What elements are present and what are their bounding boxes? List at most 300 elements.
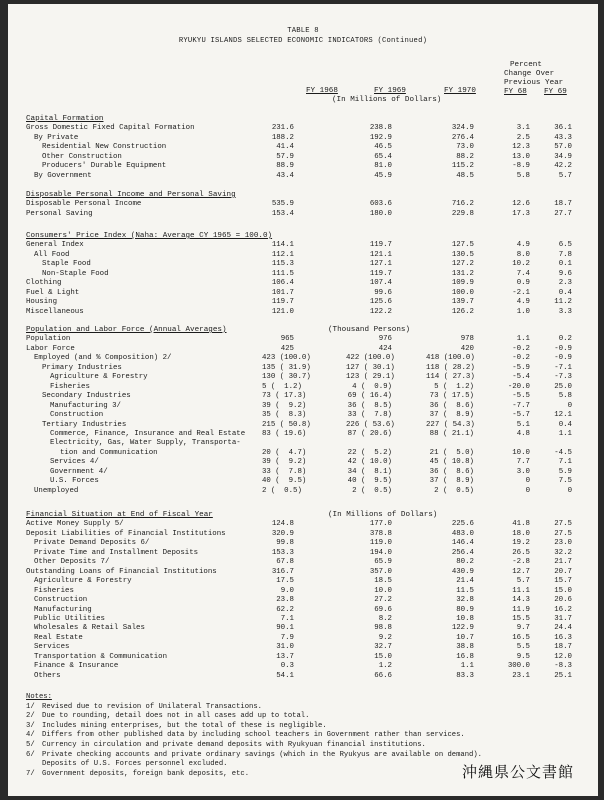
row-label: Deposit Liabilities of Financial Institutions: [26, 529, 226, 538]
table-row: [8, 393, 598, 402]
cell-fy1970: 73 ( 17.5): [429, 392, 474, 401]
cell-fy1968: 57.9: [276, 152, 294, 161]
table-row: [8, 374, 598, 383]
cell-fy1970: 2 ( 0.5): [434, 486, 474, 495]
cell-pct-fy68: 300.0: [507, 662, 530, 671]
cell-fy1970: 100.0: [451, 288, 474, 297]
cell-fy1970: 114 ( 27.3): [426, 373, 475, 382]
footnote-marker: 4/: [26, 731, 35, 740]
section-heading: Population and Labor Force (Annual Averages): [26, 326, 227, 334]
cell-pct-fy69: 11.2: [554, 298, 572, 307]
cell-fy1969: 22 ( 5.2): [347, 448, 392, 457]
cell-pct-fy68: 12.3: [512, 143, 530, 152]
cell-pct-fy69: 31.7: [554, 614, 572, 623]
cell-fy1968: 124.8: [271, 520, 294, 529]
row-label: Active Money Supply 5/: [26, 520, 124, 529]
cell-pct-fy68: -2.1: [512, 288, 530, 297]
section-units: (In Millions of Dollars): [328, 511, 438, 519]
cell-fy1969: 45.9: [374, 171, 392, 180]
section-heading: Capital Formation: [26, 115, 104, 123]
cell-pct-fy69: 6.5: [558, 241, 572, 250]
cell-fy1969: 107.4: [369, 279, 392, 288]
cell-pct-fy68: 15.5: [512, 614, 530, 623]
table-number: TABLE 8: [287, 27, 319, 35]
cell-pct-fy68: 8.0: [516, 250, 530, 259]
cell-fy1968: 88.9: [276, 162, 294, 171]
row-label: Government 4/: [50, 467, 108, 476]
row-label: Labor Force: [26, 344, 75, 353]
footnote-text: Deposits of U.S. Forces personnel excluded.: [42, 760, 228, 769]
row-label: Outstanding Loans of Financial Institutions: [26, 567, 217, 576]
cell-pct-fy68: -7.7: [512, 401, 530, 410]
cell-fy1968: 20 ( 4.7): [262, 448, 307, 457]
column-header-fy69-pct: FY 69: [544, 88, 567, 96]
table-row: [8, 673, 598, 682]
table-row: [8, 412, 598, 421]
cell-fy1970: 21 ( 5.0): [429, 448, 474, 457]
footnote-marker: 3/: [26, 721, 35, 730]
cell-fy1969: 125.6: [369, 298, 392, 307]
cell-fy1968: 425: [280, 344, 294, 353]
cell-fy1969: 2 ( 0.5): [352, 486, 392, 495]
table-row: [8, 211, 598, 220]
table-row: [8, 144, 598, 153]
section-heading: Disposable Personal Income and Personal Saving: [26, 191, 236, 199]
cell-fy1968: 35 ( 8.3): [262, 411, 307, 420]
table-row: [8, 644, 598, 653]
cell-fy1968: 40 ( 9.5): [262, 477, 307, 486]
cell-fy1969: 121.1: [369, 250, 392, 259]
cell-fy1970: 122.9: [451, 624, 474, 633]
footnote-text: Differs from other published data by including school teachers in Government rather than services.: [42, 731, 465, 740]
cell-fy1969: 603.6: [369, 200, 392, 209]
cell-pct-fy69: -0.9: [554, 354, 572, 363]
cell-fy1969: 8.2: [378, 614, 392, 623]
cell-fy1970: 1.1: [460, 662, 474, 671]
cell-fy1968: 90.1: [276, 624, 294, 633]
cell-fy1970: 11.5: [456, 586, 474, 595]
cell-fy1968: 17.5: [276, 577, 294, 586]
cell-fy1969: 42 ( 10.0): [347, 458, 392, 467]
row-label: U.S. Forces: [50, 477, 99, 486]
cell-pct-fy68: 1.1: [516, 335, 530, 344]
table-row: [8, 125, 598, 134]
cell-fy1970: 127.2: [451, 260, 474, 269]
cell-pct-fy69: 21.7: [554, 558, 572, 567]
table-row: [8, 663, 598, 672]
cell-fy1969: 46.5: [374, 143, 392, 152]
cell-pct-fy68: 10.2: [512, 260, 530, 269]
cell-pct-fy69: -0.9: [554, 344, 572, 353]
cell-pct-fy68: 4.9: [516, 298, 530, 307]
cell-fy1968: 535.9: [271, 200, 294, 209]
cell-fy1968: 135 ( 31.9): [262, 363, 311, 372]
cell-pct-fy69: 7.1: [558, 458, 572, 467]
cell-pct-fy68: 0.9: [516, 279, 530, 288]
cell-pct-fy68: 19.2: [512, 539, 530, 548]
cell-fy1970: 227 ( 54.3): [426, 420, 475, 429]
section-heading: Financial Situation at End of Fiscal Year: [26, 511, 213, 519]
cell-fy1968: 13.7: [276, 652, 294, 661]
cell-fy1969: 65.4: [374, 152, 392, 161]
cell-pct-fy68: -5.9: [512, 363, 530, 372]
cell-fy1969: 180.0: [369, 209, 392, 218]
cell-pct-fy69: 0: [567, 401, 572, 410]
cell-fy1969: 194.0: [369, 548, 392, 557]
footnote-marker: 6/: [26, 750, 35, 759]
cell-pct-fy68: 9.5: [516, 652, 530, 661]
cell-fy1968: 43.4: [276, 171, 294, 180]
row-label: Electricity, Gas, Water Supply, Transporta-: [50, 439, 241, 448]
cell-fy1969: 27.2: [374, 596, 392, 605]
table-row: [8, 488, 598, 497]
cell-fy1969: 119.7: [369, 241, 392, 250]
cell-pct-fy68: 4.8: [516, 429, 530, 438]
cell-pct-fy68: 41.8: [512, 520, 530, 529]
cell-fy1970: 225.6: [451, 520, 474, 529]
cell-fy1968: 320.9: [271, 529, 294, 538]
row-label: Finance & Insurance: [34, 662, 119, 671]
column-header-fy1969: FY 1969: [374, 87, 406, 95]
cell-pct-fy68: 18.0: [512, 529, 530, 538]
cell-fy1968: 112.1: [271, 250, 294, 259]
cell-fy1969: 66.6: [374, 671, 392, 680]
cell-pct-fy68: 12.7: [512, 567, 530, 576]
footnote-text: Currency in circulation and private demand deposits with Ryukyuan financial institutions.: [42, 740, 426, 749]
cell-fy1968: 965: [280, 335, 294, 344]
cell-fy1968: 2 ( 0.5): [262, 486, 302, 495]
row-label: By Private: [34, 133, 79, 142]
row-label: Construction: [50, 411, 104, 420]
cell-pct-fy69: 25.0: [554, 382, 572, 391]
table-row: [8, 290, 598, 299]
cell-fy1969: 127 ( 30.1): [346, 363, 395, 372]
cell-pct-fy69: 25.1: [554, 671, 572, 680]
cell-fy1968: 54.1: [276, 671, 294, 680]
footnote-marker: 2/: [26, 712, 35, 721]
cell-pct-fy68: -5.5: [512, 392, 530, 401]
cell-pct-fy69: 5.9: [558, 467, 572, 476]
cell-fy1969: 422 (100.0): [346, 354, 395, 363]
section-heading: Consumers' Price Index (Naha: Average CY 1965 = 100.0): [26, 232, 273, 240]
cell-fy1968: 41.4: [276, 143, 294, 152]
cell-pct-fy69: 27.5: [554, 520, 572, 529]
cell-pct-fy69: 0.4: [558, 288, 572, 297]
cell-fy1969: 81.0: [374, 162, 392, 171]
row-label: Miscellaneous: [26, 307, 84, 316]
table-row: [8, 271, 598, 280]
cell-fy1969: 10.0: [374, 586, 392, 595]
cell-fy1968: 106.4: [271, 279, 294, 288]
table-row: [8, 252, 598, 261]
cell-fy1968: 0.3: [280, 662, 294, 671]
footnote-text: Includes mining enterprises, but the total of these is negligible.: [42, 721, 327, 730]
cell-fy1969: 40 ( 9.5): [347, 477, 392, 486]
cell-pct-fy69: 57.0: [554, 143, 572, 152]
cell-pct-fy69: 0: [567, 486, 572, 495]
cell-pct-fy69: 36.1: [554, 124, 572, 133]
cell-fy1969: 15.0: [374, 652, 392, 661]
table-row: [8, 635, 598, 644]
cell-fy1969: 226 ( 53.6): [346, 420, 395, 429]
footnote-marker: 5/: [26, 740, 35, 749]
cell-fy1969: 34 ( 8.1): [347, 467, 392, 476]
row-label: Manufacturing 3/: [50, 401, 121, 410]
cell-fy1968: 7.9: [280, 633, 294, 642]
cell-pct-fy69: 2.3: [558, 279, 572, 288]
archive-stamp: 沖縄県公文書館: [461, 763, 574, 781]
cell-fy1970: 139.7: [451, 298, 474, 307]
table-row: [8, 578, 598, 587]
cell-fy1970: 80.2: [456, 558, 474, 567]
cell-fy1969: 32.7: [374, 643, 392, 652]
cell-fy1968: 67.8: [276, 558, 294, 567]
cell-fy1969: 127.1: [369, 260, 392, 269]
table-row: [8, 261, 598, 270]
row-label: Other Deposits 7/: [34, 558, 110, 567]
cell-fy1970: 127.5: [451, 241, 474, 250]
cell-pct-fy68: -8.9: [512, 162, 530, 171]
cell-fy1968: 33 ( 7.8): [262, 467, 307, 476]
cell-fy1968: 119.7: [271, 298, 294, 307]
cell-pct-fy69: 16.2: [554, 605, 572, 614]
cell-fy1970: 21.4: [456, 577, 474, 586]
table-row: [8, 559, 598, 568]
cell-pct-fy69: 9.6: [558, 269, 572, 278]
cell-pct-fy68: 1.0: [516, 307, 530, 316]
cell-fy1969: 69.6: [374, 605, 392, 614]
cell-fy1968: 62.2: [276, 605, 294, 614]
cell-pct-fy68: 0: [525, 486, 530, 495]
cell-fy1970: 276.4: [451, 133, 474, 142]
cell-fy1970: 88.2: [456, 152, 474, 161]
row-label: Employed (and % Composition) 2/: [34, 354, 172, 363]
cell-fy1968: 153.3: [271, 548, 294, 557]
cell-fy1970: 45 ( 10.8): [429, 458, 474, 467]
cell-fy1970: 256.4: [451, 548, 474, 557]
cell-fy1969: 99.6: [374, 288, 392, 297]
cell-fy1970: 38.8: [456, 643, 474, 652]
cell-pct-fy69: 20.6: [554, 596, 572, 605]
table-row: [8, 299, 598, 308]
cell-fy1969: 18.5: [374, 577, 392, 586]
cell-fy1969: 177.0: [369, 520, 392, 529]
cell-fy1968: 73 ( 17.3): [262, 392, 307, 401]
cell-pct-fy68: 9.7: [516, 624, 530, 633]
cell-fy1968: 111.5: [271, 269, 294, 278]
cell-pct-fy69: 32.2: [554, 548, 572, 557]
cell-fy1970: 716.2: [451, 200, 474, 209]
table-row: [8, 597, 598, 606]
table-row: [8, 242, 598, 251]
cell-fy1970: 118 ( 28.2): [426, 363, 475, 372]
row-label: Disposable Personal Income: [26, 200, 142, 209]
cell-fy1968: 23.8: [276, 596, 294, 605]
cell-fy1968: 39 ( 9.2): [262, 401, 307, 410]
footnote-text: Revised due to revision of Unilateral Transactions.: [42, 702, 262, 711]
row-label: Unemployed: [34, 486, 79, 495]
table-row: [8, 173, 598, 182]
row-label: Other Construction: [42, 152, 122, 161]
cell-fy1970: 420: [460, 344, 474, 353]
cell-fy1970: 16.8: [456, 652, 474, 661]
row-label: Others: [34, 671, 61, 680]
table-row: [8, 459, 598, 468]
cell-pct-fy69: 34.9: [554, 152, 572, 161]
cell-pct-fy69: -4.5: [554, 448, 572, 457]
cell-fy1968: 99.8: [276, 539, 294, 548]
pct-change-header-1: Percent: [510, 61, 542, 69]
cell-fy1968: 9.0: [280, 586, 294, 595]
cell-fy1968: 7.1: [280, 614, 294, 623]
cell-pct-fy69: 7.8: [558, 250, 572, 259]
cell-pct-fy68: 4.9: [516, 241, 530, 250]
cell-fy1969: 119.7: [369, 269, 392, 278]
row-label: Services 4/: [50, 458, 99, 467]
table-row: [8, 588, 598, 597]
cell-fy1970: 109.9: [451, 279, 474, 288]
cell-pct-fy68: -0.2: [512, 354, 530, 363]
cell-fy1970: 36 ( 8.6): [429, 467, 474, 476]
cell-pct-fy68: 7.7: [516, 458, 530, 467]
cell-fy1968: 114.1: [271, 241, 294, 250]
row-label: Staple Food: [42, 260, 91, 269]
cell-pct-fy69: 1.1: [558, 429, 572, 438]
cell-pct-fy69: 18.7: [554, 643, 572, 652]
row-label: General Index: [26, 241, 84, 250]
cell-fy1969: 378.8: [369, 529, 392, 538]
cell-pct-fy68: 13.0: [512, 152, 530, 161]
cell-fy1970: 48.5: [456, 171, 474, 180]
cell-fy1969: 238.8: [369, 124, 392, 133]
cell-pct-fy69: 42.2: [554, 162, 572, 171]
cell-fy1968: 231.6: [271, 124, 294, 133]
notes-heading: Notes:: [26, 693, 52, 701]
cell-fy1968: 316.7: [271, 567, 294, 576]
document-page: [8, 4, 598, 796]
cell-pct-fy68: 5.7: [516, 577, 530, 586]
row-label: Producers' Durable Equipment: [42, 162, 167, 171]
cell-pct-fy68: 23.1: [512, 671, 530, 680]
row-label: Fisheries: [34, 586, 74, 595]
units-millions-header: (In Millions of Dollars): [332, 96, 442, 104]
table-row: [8, 336, 598, 345]
row-label: Gross Domestic Fixed Capital Formation: [26, 124, 195, 133]
cell-pct-fy69: 0.2: [558, 335, 572, 344]
cell-fy1969: 65.9: [374, 558, 392, 567]
cell-fy1970: 37 ( 8.9): [429, 411, 474, 420]
cell-pct-fy69: 0.4: [558, 420, 572, 429]
cell-pct-fy69: 5.8: [558, 392, 572, 401]
table-row: [8, 355, 598, 364]
row-label: Commerce, Finance, Insurance and Real Estate: [50, 429, 246, 438]
cell-fy1968: 153.4: [271, 209, 294, 218]
cell-fy1969: 33 ( 7.8): [347, 411, 392, 420]
row-label: Secondary Industries: [42, 392, 131, 401]
cell-pct-fy68: 5.1: [516, 420, 530, 429]
row-label: Personal Saving: [26, 209, 93, 218]
row-label: Wholesales & Retail Sales: [34, 624, 145, 633]
cell-pct-fy69: -7.3: [554, 373, 572, 382]
cell-fy1970: 88 ( 21.1): [429, 429, 474, 438]
cell-pct-fy68: -2.8: [512, 558, 530, 567]
cell-fy1969: 1.2: [378, 662, 392, 671]
table-row: [8, 625, 598, 634]
column-header-fy68-pct: FY 68: [504, 88, 527, 96]
cell-fy1970: 10.7: [456, 633, 474, 642]
cell-fy1970: 126.2: [451, 307, 474, 316]
row-label: Agriculture & Forestry: [50, 373, 148, 382]
cell-pct-fy68: 16.5: [512, 633, 530, 642]
cell-fy1969: 357.0: [369, 567, 392, 576]
cell-pct-fy68: 12.6: [512, 200, 530, 209]
cell-pct-fy69: 5.7: [558, 171, 572, 180]
cell-pct-fy68: 26.5: [512, 548, 530, 557]
row-label: Manufacturing: [34, 605, 92, 614]
row-label: Housing: [26, 298, 58, 307]
cell-fy1970: 80.9: [456, 605, 474, 614]
cell-pct-fy68: 5.8: [516, 171, 530, 180]
cell-fy1970: 324.9: [451, 124, 474, 133]
cell-pct-fy69: -7.1: [554, 363, 572, 372]
column-header-fy1970: FY 1970: [444, 87, 476, 95]
cell-pct-fy69: 16.3: [554, 633, 572, 642]
cell-pct-fy69: 43.3: [554, 133, 572, 142]
row-label: Clothing: [26, 279, 62, 288]
pct-change-header-2: Change Over: [504, 70, 555, 78]
cell-fy1970: 5 ( 1.2): [434, 382, 474, 391]
cell-pct-fy68: 3.1: [516, 124, 530, 133]
cell-pct-fy69: 15.7: [554, 577, 572, 586]
row-label: All Food: [34, 250, 70, 259]
cell-fy1970: 36 ( 8.6): [429, 401, 474, 410]
cell-fy1970: 10.8: [456, 614, 474, 623]
cell-fy1969: 69 ( 16.4): [347, 392, 392, 401]
cell-fy1970: 483.0: [451, 529, 474, 538]
cell-fy1969: 87 ( 20.6): [347, 429, 392, 438]
cell-fy1970: 130.5: [451, 250, 474, 259]
cell-pct-fy68: 7.4: [516, 269, 530, 278]
cell-fy1969: 9.2: [378, 633, 392, 642]
column-header-fy1968: FY 1968: [306, 87, 338, 95]
cell-fy1968: 31.0: [276, 643, 294, 652]
row-label: Construction: [34, 596, 88, 605]
row-label: Private Demand Deposits 6/: [34, 539, 150, 548]
cell-fy1968: 83 ( 19.6): [262, 429, 307, 438]
table-row: [8, 309, 598, 318]
footnote-text: Government deposits, foreign bank deposits, etc.: [42, 769, 250, 778]
cell-fy1968: 130 ( 30.7): [262, 373, 311, 382]
cell-fy1969: 192.9: [369, 133, 392, 142]
cell-fy1970: 115.2: [451, 162, 474, 171]
table-row: [8, 540, 598, 549]
table-row: [8, 163, 598, 172]
cell-pct-fy69: 12.0: [554, 652, 572, 661]
cell-fy1969: 123 ( 29.1): [346, 373, 395, 382]
cell-fy1970: 83.3: [456, 671, 474, 680]
cell-fy1969: 122.2: [369, 307, 392, 316]
footnote-text: Private checking accounts and private ordinary savings (which in the Ryukyus are available on demand).: [42, 750, 482, 759]
row-label: Real Estate: [34, 633, 83, 642]
row-label: Primary Industries: [42, 363, 122, 372]
cell-pct-fy69: 0.1: [558, 260, 572, 269]
cell-fy1969: 4 ( 0.9): [352, 382, 392, 391]
cell-pct-fy68: 17.3: [512, 209, 530, 218]
cell-fy1968: 5 ( 1.2): [262, 382, 302, 391]
cell-fy1968: 39 ( 9.2): [262, 458, 307, 467]
cell-pct-fy69: 3.3: [558, 307, 572, 316]
footnote-marker: 7/: [26, 769, 35, 778]
